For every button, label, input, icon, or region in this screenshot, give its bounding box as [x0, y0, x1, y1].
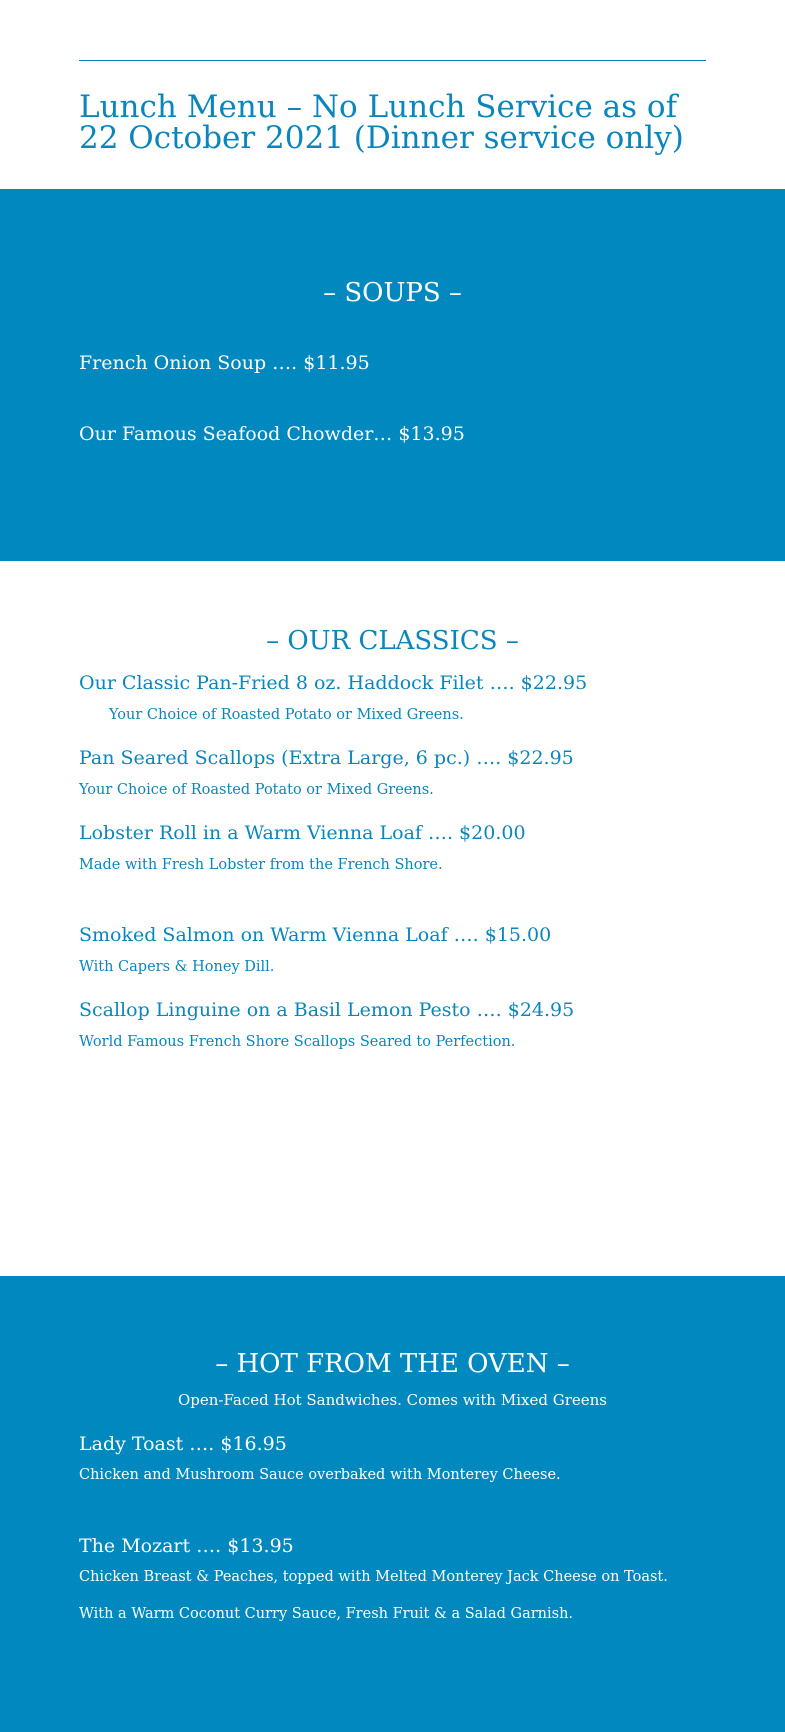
menu-item-description: Made with Fresh Lobster from the French Shore.	[79, 857, 443, 873]
menu-item-name: French Onion Soup …. $11.95	[79, 352, 370, 374]
menu-item-description: Chicken Breast & Peaches, topped with Melted Monterey Jack Cheese on Toast.	[79, 1569, 668, 1585]
menu-item-description: Chicken and Mushroom Sauce overbaked with Monterey Cheese.	[79, 1467, 561, 1483]
menu-item-description: World Famous French Shore Scallops Seared to Perfection.	[79, 1034, 516, 1050]
menu-item-name: Smoked Salmon on Warm Vienna Loaf …. $15.00	[79, 924, 552, 946]
oven-section	[0, 1276, 785, 1732]
menu-item-name: Lady Toast …. $16.95	[79, 1433, 287, 1455]
menu-item-name: Pan Seared Scallops (Extra Large, 6 pc.) …. $22.95	[79, 747, 574, 769]
menu-item-description: With Capers & Honey Dill.	[79, 959, 275, 975]
oven-heading: – HOT FROM THE OVEN –	[215, 1349, 570, 1379]
menu-item-name: The Mozart …. $13.95	[79, 1535, 294, 1557]
menu-item-description: Your Choice of Roasted Potato or Mixed Greens.	[109, 707, 464, 723]
page-title: Lunch Menu – No Lunch Service as of 22 October 2021 (Dinner service only)	[79, 89, 684, 156]
menu-item-name: Lobster Roll in a Warm Vienna Loaf …. $20.00	[79, 822, 526, 844]
menu-item-name: Scallop Linguine on a Basil Lemon Pesto …. $24.95	[79, 999, 575, 1021]
soups-section	[0, 189, 785, 561]
menu-item-name: Our Classic Pan-Fried 8 oz. Haddock Filet …. $22.95	[79, 672, 588, 694]
soups-heading: – SOUPS –	[323, 278, 462, 308]
menu-item-name: Our Famous Seafood Chowder… $13.95	[79, 423, 465, 445]
menu-item-description: With a Warm Coconut Curry Sauce, Fresh Fruit & a Salad Garnish.	[79, 1606, 574, 1622]
oven-subtitle: Open-Faced Hot Sandwiches. Comes with Mixed Greens	[178, 1391, 607, 1409]
menu-item-description: Your Choice of Roasted Potato or Mixed Greens.	[79, 782, 434, 798]
header-divider	[79, 60, 706, 61]
classics-heading: – OUR CLASSICS –	[266, 626, 519, 656]
